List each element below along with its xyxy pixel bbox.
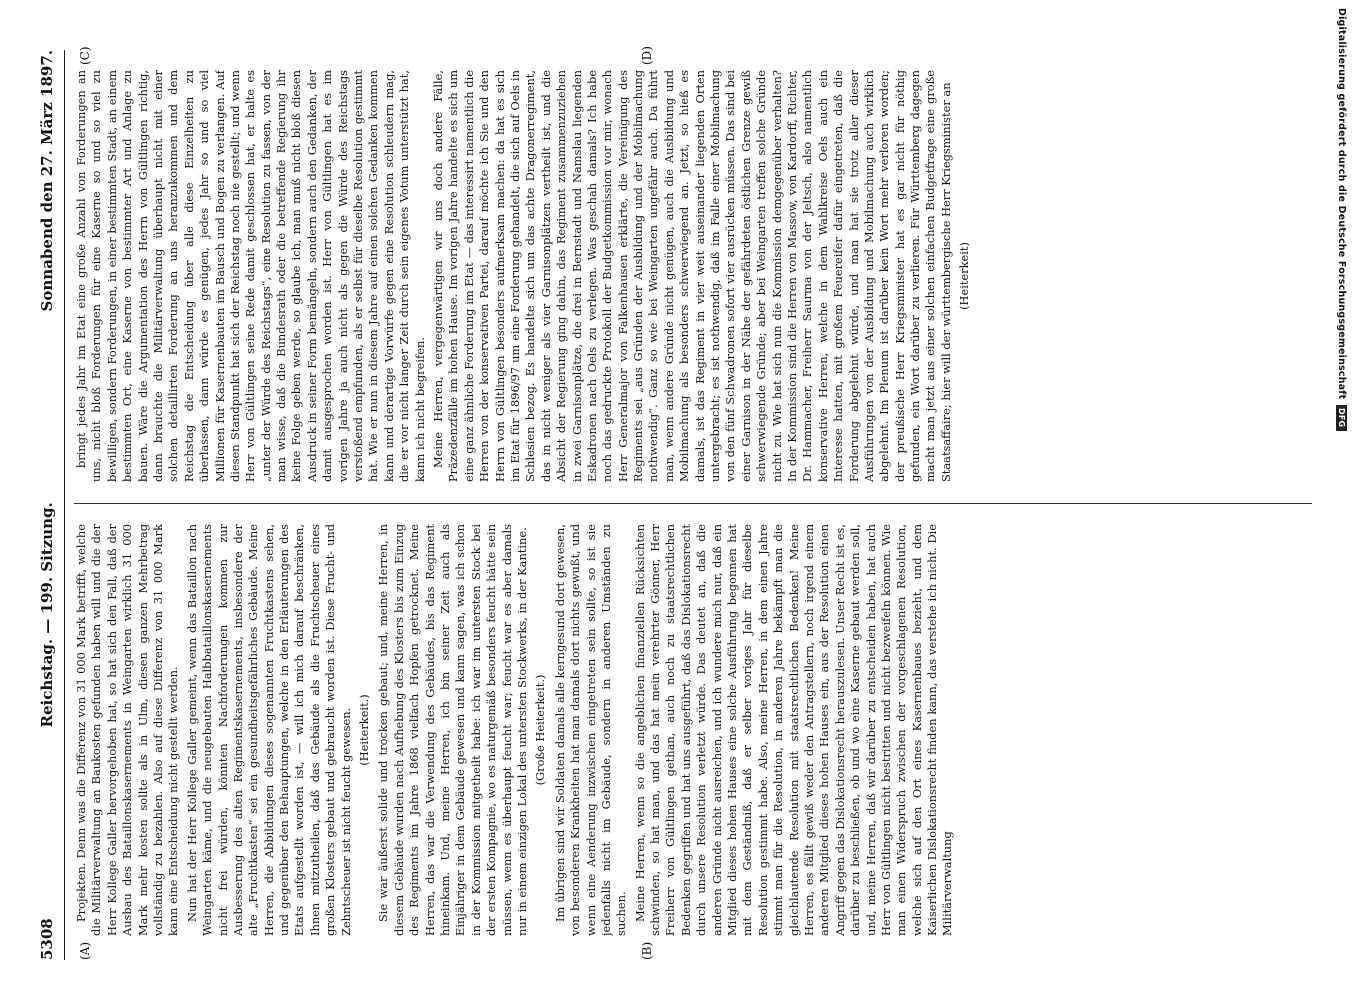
digitization-credit xyxy=(1336,8,1347,431)
session-date: Sonnabend den 27. März 1897. xyxy=(38,50,56,312)
dfg-logo: DFG xyxy=(1336,405,1347,430)
rotated-page xyxy=(30,40,1320,970)
paragraph: Sie war äußerst solide und trocken gebaut; und, meine Herren, in diesem Gebäude wurden nach Aufhebung des Klosters bis zum Einzug des Regiments im Jahre 1868 vielfach Hopfen getrocknet. Meine Herren, das war die Verwendung des Gebäudes, bis das Regiment hineinkam. Und, meine Herren, ich bin seiner Zeit auch als Einjähriger in dem Gebäude gewesen und kann sagen, was ich schon in der Kommission mitgetheilt habe: ich war im untersten Stock bei der ersten Kompagnie, wo es naturgemäß besonders feucht hätte sein müssen, wenn es überhaupt feucht war; feucht war es aber damals nur in einem einzigen Lokal des untersten Stockwerks, in der Kantine. xyxy=(376,524,529,936)
margin-marker-d: (D) xyxy=(640,46,654,65)
page-header xyxy=(30,50,65,960)
margin-marker-a: (A) xyxy=(78,941,92,960)
interjection: (Heiterkeit) xyxy=(957,242,972,310)
session-title: Reichstag. — 199. Sitzung. xyxy=(38,502,56,728)
paragraph: bringt jedes Jahr im Etat eine große Anzahl von Forderungen an uns, nicht bloß Forderungen für eine Kaserne so und so viel zu bewilligen, sondern Forderungen, in einer bestimmten Stadt, an einem bestimmten Ort, eine Kaserne von bestimmter Art und Anlage zu bauen. Wäre die Argumentation des Herrn von Gültlingen richtig, dann brauchte die Militärverwaltung überhaupt nicht mit einer solchen detaillirten Forderung an uns heranzukommen und dem Reichstag die Entscheidung über alle diese Einzelheiten zu überlassen, dann würde es genügen, jedes Jahr so und so viel Millionen für Kasernenbauten im Bausch und Bogen zu verlangen. Auf diesen Standpunkt hat sich der Reichstag noch nie gestellt; und wenn Herr von Gültlingen seine Rede damit geschlossen hat, er halte es „unter der Würde des Reichstags“, eine Resolution zu fassen, von der man wisse, daß die Bundesrath oder die betreffende Regierung ihr keine Folge geben werde, so glaube ich, man muß nicht bloß diesen Ausdruck in seiner Form bemängeln, sondern auch den Gedanken, der damit ausgesprochen worden ist. Herr von Gültlingen hat es im vorigen Jahre ja auch nicht als gegen die Würde des Reichstags verstoßend empfunden, als er selbst für dieselbe Resolution gestimmt hat. Wie er nun in diesem Jahre auf einen solchen Gedanken kommen kann und derartige Vorwürfe gegen eine Resolution schleudern mag, die er vor nicht langer Zeit durch sein eigenes Votum unterstützt hat, kann ich nicht begreifen. xyxy=(74,70,427,482)
left-column xyxy=(74,524,1312,936)
margin-marker-c: (C) xyxy=(78,46,92,65)
right-column xyxy=(74,70,1312,482)
paragraph: Meine Herren, wenn so die angeblichen finanziellen Rücksichten schwinden, so hat man, und das hat mein verehrter Gönner, Herr Freiherr von Gültlingen gethan, auch noch zu staatsrechtlichen Bedenken gegriffen und hat uns ausgeführt, daß das Dislokationsrecht durch unsere Resolution verletzt würde. Das deutet an, daß die anderen Gründe nicht ausreichen, und ich wundere mich nur, daß ein Mitglied dieses hohen Hauses eine solche Ausführung begonnen hat mit dem Geständniß, daß er selber voriges Jahr für dieselbe Resolution gestimmt habe. Also, meine Herren, in dem einen Jahre stimmt man für die Resolution, in anderen Jahre bekämpft man die gleichlautende Resolution mit staatsrechtlichen Bedenken! Meine Herren, es fällt gewiß weder den Antragstellern, noch irgend einem anderen Mitglied dieses hohen Hauses ein, aus der Resolution einen Angriff gegen das Dislokationsrecht herauszulesen. Unser Recht ist es, darüber zu beschließen, ob und wo eine Kaserne gebaut werden soll, und, meine Herren, daß wir darüber zu entscheiden haben, hat auch Herr von Gültlingen nicht bestritten und nicht bezweifeln können. Wie man einen Widerspruch zwischen der vorgeschlagenen Resolution, welche sich auf den Ort eines Kasernenbaues bezieht, und dem Kaiserlichen Dislokationsrecht finden kann, das verstehe ich nicht. Die Militärverwaltung xyxy=(632,524,955,936)
page-number: 5308 xyxy=(38,918,56,960)
margin-marker-b: (B) xyxy=(640,941,654,960)
paragraph: Projekten. Denn was die Differenz von 31 000 Mark betrifft, welche die Militärverwaltung an Baukosten gefunden haben will und die der Herr Kollege Galler hervorgehoben hat, so hat sich den Fall, daß der Ausbau des Bataillonskasernements in Weingarten wirklich 31 000 Mark mehr kosten sollte als in Ulm, diesen ganzen Mehrbetrag vollständig zu bezahlen. Also auf diese Differenz von 31 000 Mark kann eine Entscheidung nicht gestellt werden. xyxy=(74,524,181,936)
paragraph: Im übrigen sind wir Soldaten damals alle kerngesund dort gewesen, von besonderen Krankheiten hat man damals dort nichts gewußt, und wenn eine Aenderung inzwischen eingetreten sein sollte, so ist sie jedenfalls nicht im Gebäude, sondern in anderen Umständen zu suchen. xyxy=(552,524,629,936)
credit-text: Digitalisierung gefördert durch die Deutsche Forschungsgemeinschaft xyxy=(1336,8,1347,400)
interjection: (Große Heiterkeit.) xyxy=(533,674,548,786)
interjection: (Heiterkeit.) xyxy=(357,694,372,766)
column-divider xyxy=(74,503,1312,504)
paragraph: Meine Herren, vergegenwärtigen wir uns doch andere Fälle, Präzedenzfälle im hohen Hause. Im vorigen Jahre handelte es sich um eine ganz ähnliche Forderung im Etat — das interessirt namentlich die Herren von der konservativen Partei, darauf möchte ich Sie und den Herrn von Gültlingen besonders aufmerksam machen: da hat es sich im Etat für 1896/97 um eine Forderung gehandelt, die sich auf Oels in Schlesien bezog. Es handelte sich um das achte Dragonerregiment, das in nicht weniger als vier Garnisonplätzen vertheilt ist, und die Absicht der Regierung ging dahin, das Regiment zusammenzuziehen in zwei Garnisonplätze, die drei in Bernstadt und Namslau liegenden Eskadronen nach Oels zu verlegen. Was geschah damals? Ich habe noch das gedruckte Protokoll der Budgetkommission vor mir, wonach Herr Generalmajor von Falkenhausen erklärte, die Vereinigung des Regiments sei „aus Gründen der Ausbildung und der Mobilmachung nothwendig“. Ganz so wie bei Weingarten ungefähr auch. Da führt man, wenn andere Gründe nicht genügen, auch die Ausbildung und Mobilmachung als besonders schwerwiegend an. Jetzt, so hieß es damals, ist das Regiment in vier weit auseinander liegenden Orten untergebracht; es ist nothwendig, daß im Falle einer Mobilmachung von den fünf Schwadronen sofort vier ausrücken müssen. Das sind bei einer Garnison in der Nähe der gefährdeten östlichen Grenze gewiß schwerwiegende Gründe; aber bei Weingarten treffen solche Gründe nicht zu. Wie hat sich nun die Kommission demgegenüber verhalten? In der Kommission sind die Herren von Massow, von Kardorff, Richter, Dr. Hammacher, Freiherr Saurma von der Jeltsch, also namentlich konservative Herren, welche in dem Wahlkreise Oels auch ein Interesse hatten, mit großem Feuereifer dafür eingetreten, daß die Forderung abgelehnt würde, und man hat sie trotz aller dieser Ausführungen von der Ausbildung und Mobilmachung auch wirklich abgelehnt. Im Plenum ist darüber kein Wort mehr verloren worden; der preußische Herr Kriegsminister hat es gar nicht für nöthig gefunden, ein Wort darüber zu verlieren. Für Württemberg dagegen macht man jetzt aus einer solchen einfachen Budgetfrage eine große Staatsaffaire; hier will der württembergische Herr Kriegsminister an xyxy=(430,70,953,482)
paragraph: Nun hat der Herr Kollege Galler gemeint, wenn das Bataillon nach Weingarten käme, und die neugebauten Halbbataillonskasernements nicht frei würden, könnten Nachforderungen kommen zur Ausbesserung des alten Regimentskasernements, insbesondere der alte „Fruchtkasten“ sei ein gesundheitsgefährliches Gebäude. Meine Herren, die Abbildungen dieses sogenannten Fruchtkastens sehen, und gegenüber den Behauptungen, welche in den Erläuterungen des Etats aufgestellt worden ist, — will ich mich darauf beschränken, Ihnen mitzutheilen, daß das Gebäude als die Fruchtscheuer eines großen Klosters gebaut und gebraucht worden ist. Diese Frucht- und Zehntscheuer ist nicht feucht gewesen. xyxy=(184,524,353,936)
